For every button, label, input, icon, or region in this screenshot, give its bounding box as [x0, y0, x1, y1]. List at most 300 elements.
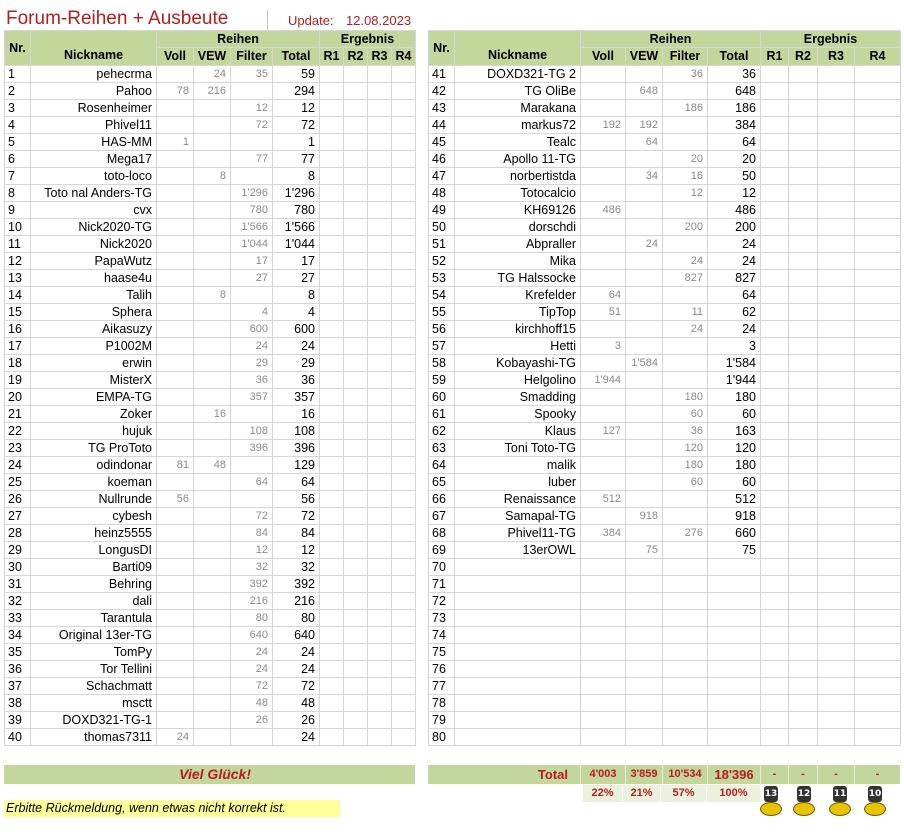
page-title: Forum-Reihen + Ausbeute: [6, 8, 229, 29]
row-filter: [663, 202, 708, 219]
row-r4: [855, 508, 901, 525]
table-row: [429, 491, 901, 508]
row-r3: [818, 712, 855, 729]
row-nr: 22: [5, 423, 31, 440]
row-nickname: [455, 559, 581, 576]
row-r4: [392, 219, 416, 236]
row-r4: [855, 219, 901, 236]
row-filter: 48: [231, 695, 273, 712]
row-r4: [855, 525, 901, 542]
row-vew: [626, 729, 663, 746]
row-r2: [344, 151, 368, 168]
row-r2: [789, 644, 818, 661]
row-vew: [626, 491, 663, 508]
row-total: 32: [273, 559, 320, 576]
row-nr: 41: [429, 66, 455, 83]
table-row: [429, 66, 901, 83]
row-voll: [581, 695, 626, 712]
row-nr: 15: [5, 304, 31, 321]
row-vew: [194, 219, 231, 236]
row-filter: 16: [663, 168, 708, 185]
row-r1: [761, 372, 789, 389]
col-header-r1: R1: [320, 48, 344, 66]
row-r4: [855, 372, 901, 389]
row-r3: [368, 321, 392, 338]
row-r3: [368, 355, 392, 372]
row-vew: [194, 389, 231, 406]
row-r2: [789, 355, 818, 372]
row-r3: [368, 729, 392, 746]
row-r4: [392, 389, 416, 406]
row-voll: [157, 168, 194, 185]
row-filter: 216: [231, 593, 273, 610]
row-nickname: PapaWutz: [31, 253, 157, 270]
row-vew: [194, 542, 231, 559]
row-total: 24: [708, 321, 761, 338]
row-r1: [761, 678, 789, 695]
row-filter: 24: [231, 661, 273, 678]
row-r4: [392, 100, 416, 117]
row-filter: 11: [663, 304, 708, 321]
row-filter: 36: [663, 66, 708, 83]
row-total: 120: [708, 440, 761, 457]
row-r3: [368, 508, 392, 525]
row-filter: [231, 168, 273, 185]
row-filter: 72: [231, 117, 273, 134]
row-r3: [818, 644, 855, 661]
row-nickname: [455, 678, 581, 695]
row-filter: 60: [663, 474, 708, 491]
row-vew: [626, 525, 663, 542]
table-row: [5, 729, 416, 746]
row-total: 64: [708, 287, 761, 304]
table-row: [5, 610, 416, 627]
row-filter: 24: [663, 321, 708, 338]
row-r1: [761, 253, 789, 270]
row-r3: [368, 406, 392, 423]
col-header-r1: R1: [761, 48, 789, 66]
row-filter: [663, 491, 708, 508]
percent-row: [583, 785, 761, 802]
row-r1: [320, 100, 344, 117]
row-r1: [761, 423, 789, 440]
row-voll: [581, 661, 626, 678]
row-r2: [344, 712, 368, 729]
row-r1: [320, 440, 344, 457]
row-voll: [157, 610, 194, 627]
row-voll: [581, 321, 626, 338]
row-nickname: Tarantula: [31, 610, 157, 627]
row-total: 36: [273, 372, 320, 389]
table-row: [429, 219, 901, 236]
header-divider: [267, 10, 268, 30]
row-r4: [392, 678, 416, 695]
row-nickname: erwin: [31, 355, 157, 372]
table-row: [5, 66, 416, 83]
row-total: 17: [273, 253, 320, 270]
row-r4: [392, 712, 416, 729]
row-nr: 1: [5, 66, 31, 83]
row-voll: [157, 66, 194, 83]
row-r2: [344, 406, 368, 423]
row-nickname: Pahoo: [31, 83, 157, 100]
row-filter: 600: [231, 321, 273, 338]
row-r4: [855, 457, 901, 474]
row-vew: [626, 457, 663, 474]
row-r4: [855, 389, 901, 406]
row-total: 600: [273, 321, 320, 338]
row-vew: [194, 661, 231, 678]
table-row: [429, 134, 901, 151]
row-voll: [581, 406, 626, 423]
row-r4: [392, 117, 416, 134]
row-r1: [320, 202, 344, 219]
row-nickname: Klaus: [455, 423, 581, 440]
row-r2: [344, 355, 368, 372]
row-r2: [344, 661, 368, 678]
row-r4: [392, 491, 416, 508]
row-filter: [663, 644, 708, 661]
row-filter: 1'296: [231, 185, 273, 202]
row-r4: [392, 168, 416, 185]
row-total: [708, 559, 761, 576]
row-filter: [663, 338, 708, 355]
row-r3: [818, 525, 855, 542]
row-r3: [818, 508, 855, 525]
row-r3: [818, 83, 855, 100]
row-total: 660: [708, 525, 761, 542]
row-nickname: [455, 695, 581, 712]
row-filter: [663, 542, 708, 559]
col-header-r3: R3: [368, 48, 392, 66]
row-filter: 12: [231, 100, 273, 117]
col-header-r4: R4: [855, 48, 901, 66]
table-row: [5, 406, 416, 423]
row-r2: [789, 338, 818, 355]
row-nr: 32: [5, 593, 31, 610]
row-total: [708, 627, 761, 644]
row-total: 12: [273, 100, 320, 117]
row-filter: [663, 695, 708, 712]
row-r1: [761, 559, 789, 576]
row-filter: 20: [663, 151, 708, 168]
col-header-voll: Voll: [581, 48, 626, 66]
row-voll: 78: [157, 83, 194, 100]
table-row: [429, 83, 901, 100]
row-r2: [344, 83, 368, 100]
row-r1: [320, 508, 344, 525]
row-r4: [392, 559, 416, 576]
row-total: 27: [273, 270, 320, 287]
row-r2: [789, 661, 818, 678]
row-nickname: Nick2020: [31, 236, 157, 253]
row-voll: [581, 440, 626, 457]
row-voll: 486: [581, 202, 626, 219]
row-nickname: Toto nal Anders-TG: [31, 185, 157, 202]
table-row: [5, 287, 416, 304]
row-nickname: dorschdi: [455, 219, 581, 236]
row-nickname: odindonar: [31, 457, 157, 474]
row-nickname: TG OliBe: [455, 83, 581, 100]
row-r4: [392, 610, 416, 627]
row-r3: [818, 100, 855, 117]
table-row: [429, 270, 901, 287]
row-r3: [368, 66, 392, 83]
row-r3: [818, 406, 855, 423]
row-voll: 1: [157, 134, 194, 151]
row-vew: 216: [194, 83, 231, 100]
row-total: [708, 729, 761, 746]
row-filter: 35: [231, 66, 273, 83]
row-vew: [194, 491, 231, 508]
row-vew: [194, 695, 231, 712]
row-r2: [789, 474, 818, 491]
table-row: [429, 236, 901, 253]
row-filter: [663, 661, 708, 678]
row-r1: [761, 168, 789, 185]
table-row: [429, 610, 901, 627]
row-r2: [344, 270, 368, 287]
row-r1: [761, 542, 789, 559]
table-row: [5, 202, 416, 219]
row-nr: 59: [429, 372, 455, 389]
row-r2: [789, 542, 818, 559]
row-r3: [818, 134, 855, 151]
row-r3: [818, 168, 855, 185]
row-r1: [761, 304, 789, 321]
row-r3: [368, 287, 392, 304]
row-nr: 76: [429, 661, 455, 678]
row-r4: [392, 440, 416, 457]
row-nr: 54: [429, 287, 455, 304]
row-r4: [855, 321, 901, 338]
row-r3: [818, 270, 855, 287]
row-r3: [818, 304, 855, 321]
row-voll: [581, 576, 626, 593]
row-voll: [157, 202, 194, 219]
row-vew: [626, 66, 663, 83]
row-voll: [581, 270, 626, 287]
row-nickname: Helgolino: [455, 372, 581, 389]
table-row: [5, 542, 416, 559]
row-filter: 36: [663, 423, 708, 440]
row-filter: [663, 287, 708, 304]
table-row: [5, 712, 416, 729]
row-nr: 23: [5, 440, 31, 457]
table-row: [5, 559, 416, 576]
row-r4: [855, 593, 901, 610]
row-nickname: Marakana: [455, 100, 581, 117]
row-nickname: thomas7311: [31, 729, 157, 746]
row-nr: 49: [429, 202, 455, 219]
row-vew: [626, 559, 663, 576]
row-r2: [344, 695, 368, 712]
row-r2: [789, 287, 818, 304]
row-filter: 1'566: [231, 219, 273, 236]
row-r3: [368, 236, 392, 253]
row-nickname: haase4u: [31, 270, 157, 287]
row-total: 60: [708, 474, 761, 491]
row-r3: [368, 593, 392, 610]
row-vew: [626, 219, 663, 236]
row-r2: [344, 457, 368, 474]
row-r3: [368, 151, 392, 168]
row-nickname: cybesh: [31, 508, 157, 525]
table-row: [5, 304, 416, 321]
row-total: 72: [273, 508, 320, 525]
row-vew: [194, 593, 231, 610]
table-row: [429, 100, 901, 117]
row-voll: [581, 627, 626, 644]
row-nickname: [455, 610, 581, 627]
row-vew: [194, 559, 231, 576]
row-r3: [818, 729, 855, 746]
row-vew: [194, 185, 231, 202]
row-nr: 52: [429, 253, 455, 270]
row-filter: 640: [231, 627, 273, 644]
row-r1: [320, 712, 344, 729]
row-voll: [157, 151, 194, 168]
table-row: [5, 593, 416, 610]
row-filter: 24: [231, 338, 273, 355]
row-voll: 81: [157, 457, 194, 474]
row-r4: [855, 644, 901, 661]
row-nickname: TipTop: [455, 304, 581, 321]
row-vew: [626, 372, 663, 389]
row-vew: 648: [626, 83, 663, 100]
row-r2: [344, 610, 368, 627]
row-r4: [392, 644, 416, 661]
row-vew: [626, 695, 663, 712]
row-r2: [789, 627, 818, 644]
row-voll: [581, 542, 626, 559]
row-r1: [320, 134, 344, 151]
row-r4: [855, 559, 901, 576]
row-nr: 53: [429, 270, 455, 287]
row-vew: 8: [194, 168, 231, 185]
row-nr: 42: [429, 83, 455, 100]
row-nr: 72: [429, 593, 455, 610]
table-row: [429, 185, 901, 202]
row-r1: [761, 644, 789, 661]
row-nr: 27: [5, 508, 31, 525]
row-r4: [855, 117, 901, 134]
row-r2: [789, 151, 818, 168]
table-row: [5, 253, 416, 270]
row-r1: [320, 406, 344, 423]
row-filter: [663, 236, 708, 253]
row-nickname: Abpraller: [455, 236, 581, 253]
row-r3: [368, 712, 392, 729]
row-voll: [581, 253, 626, 270]
row-filter: [663, 355, 708, 372]
row-filter: 26: [231, 712, 273, 729]
row-r1: [320, 338, 344, 355]
vew-total: 3'859: [626, 765, 663, 784]
row-r1: [320, 185, 344, 202]
row-vew: [194, 644, 231, 661]
row-r1: [320, 474, 344, 491]
row-voll: 512: [581, 491, 626, 508]
row-r3: [818, 389, 855, 406]
row-voll: [157, 270, 194, 287]
row-r3: [368, 491, 392, 508]
row-voll: [157, 219, 194, 236]
row-r2: [789, 185, 818, 202]
table-row: [5, 338, 416, 355]
row-vew: [626, 661, 663, 678]
row-r3: [368, 338, 392, 355]
group-header-reihen: Reihen: [581, 31, 761, 48]
row-r3: [818, 491, 855, 508]
row-r2: [344, 593, 368, 610]
row-r4: [855, 576, 901, 593]
row-r3: [818, 678, 855, 695]
row-filter: 29: [231, 355, 273, 372]
row-total: 180: [708, 389, 761, 406]
row-nickname: Original 13er-TG: [31, 627, 157, 644]
row-nr: 6: [5, 151, 31, 168]
good-luck-text: Viel Glück!: [179, 766, 251, 782]
row-nr: 45: [429, 134, 455, 151]
row-r1: [320, 610, 344, 627]
col-header-r2: R2: [789, 48, 818, 66]
row-r1: [320, 372, 344, 389]
table-row: [429, 678, 901, 695]
row-voll: [157, 508, 194, 525]
row-nr: 55: [429, 304, 455, 321]
trophy-logos: [757, 786, 897, 818]
row-total: [708, 576, 761, 593]
table-row: [5, 474, 416, 491]
page-header: [6, 8, 426, 32]
row-vew: [626, 678, 663, 695]
row-filter: 36: [231, 372, 273, 389]
table-row: [5, 372, 416, 389]
row-r4: [855, 355, 901, 372]
table-row: [429, 457, 901, 474]
row-r1: [320, 661, 344, 678]
row-r4: [855, 610, 901, 627]
row-r2: [344, 219, 368, 236]
row-nickname: Zoker: [31, 406, 157, 423]
totals-row: [428, 765, 900, 784]
row-r2: [789, 406, 818, 423]
row-r4: [392, 508, 416, 525]
row-total: 1'296: [273, 185, 320, 202]
row-filter: 24: [663, 253, 708, 270]
row-voll: [157, 661, 194, 678]
table-row: [5, 423, 416, 440]
row-nr: 31: [5, 576, 31, 593]
row-total: 48: [273, 695, 320, 712]
row-voll: [581, 219, 626, 236]
row-voll: [157, 525, 194, 542]
table-row: [429, 287, 901, 304]
row-total: 4: [273, 304, 320, 321]
row-vew: 34: [626, 168, 663, 185]
row-r4: [392, 321, 416, 338]
row-nickname: Krefelder: [455, 287, 581, 304]
row-nr: 14: [5, 287, 31, 304]
row-r1: [320, 678, 344, 695]
row-r1: [761, 695, 789, 712]
row-r2: [789, 610, 818, 627]
row-nickname: Phivel11-TG: [455, 525, 581, 542]
row-total: 827: [708, 270, 761, 287]
row-nr: 17: [5, 338, 31, 355]
row-nickname: Toni Toto-TG: [455, 440, 581, 457]
